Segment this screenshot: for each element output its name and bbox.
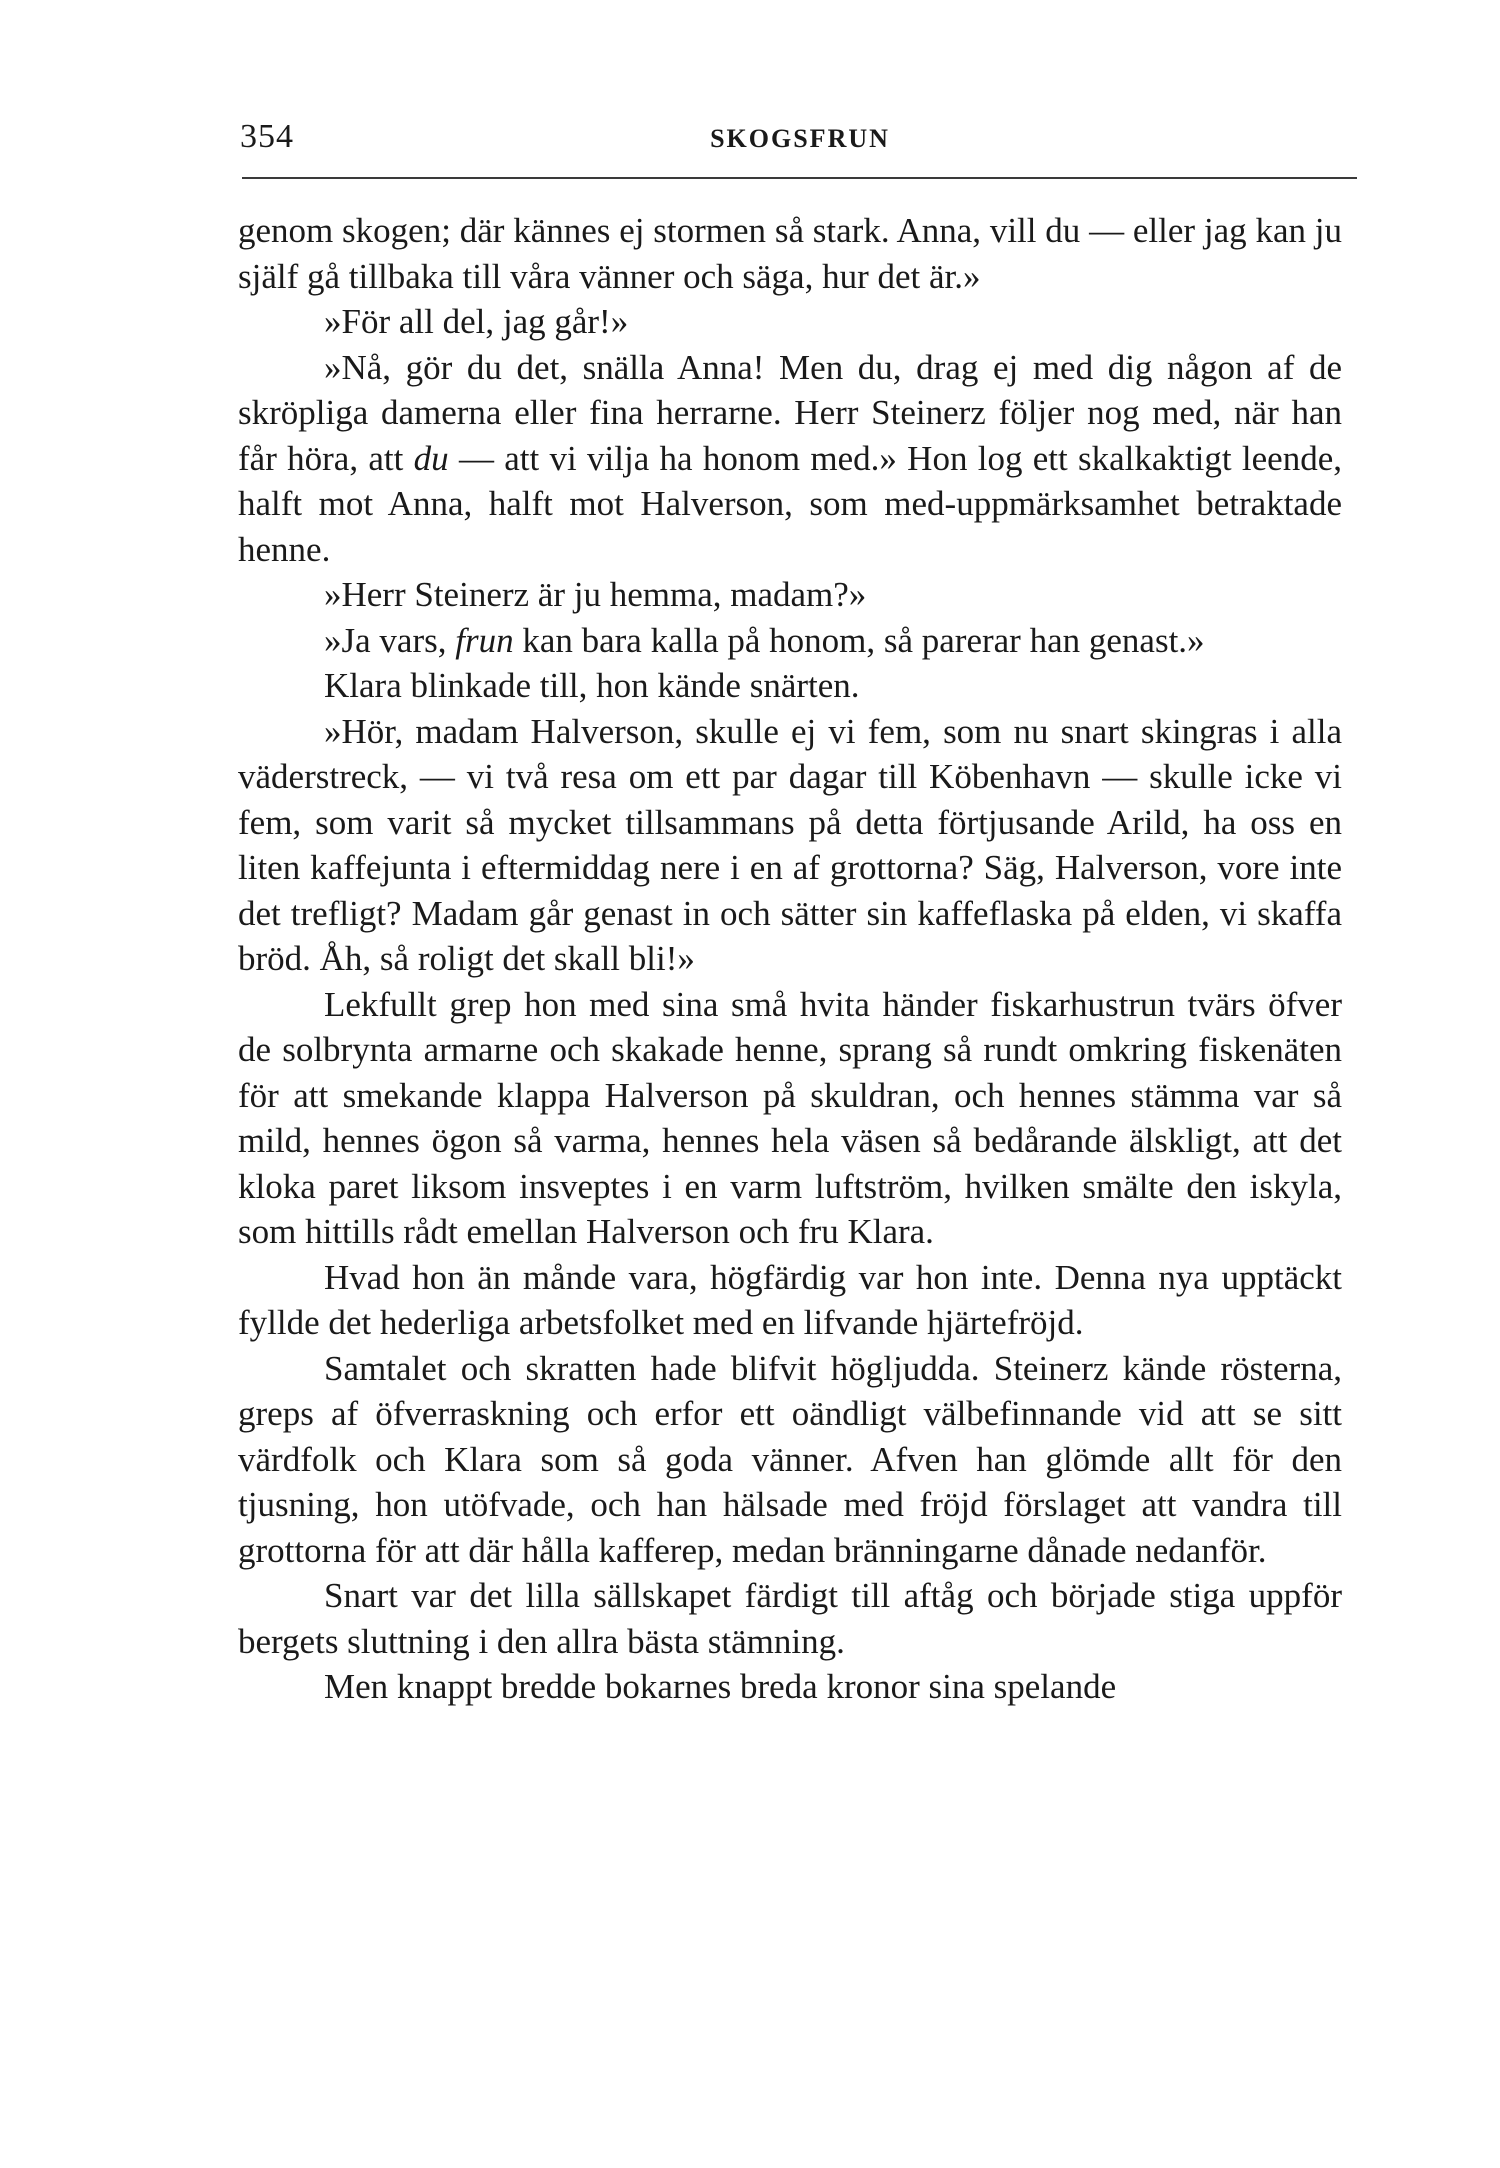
- paragraph: [238, 299, 1342, 345]
- running-title: SKOGSFRUN: [710, 124, 890, 153]
- paragraph-text: kan bara kalla på honom, så parerar han genast.»: [513, 620, 1205, 660]
- paragraph: [238, 1346, 1342, 1574]
- paragraph-text: Snart var det lilla sällskapet färdigt till aftåg och började stiga uppför bergets sluttning i den allra bästa stämning.: [238, 1576, 1342, 1661]
- paragraph: [238, 982, 1342, 1255]
- paragraph-text: genom skogen; där kännes ej stormen så stark. Anna, vill du — eller jag kan ju själf gå tillbaka till våra vänner och säga, hur det är.»: [238, 211, 1342, 296]
- paragraph-text: Hvad hon än månde vara, högfärdig var hon inte. Denna nya upptäckt fyllde det hederliga arbetsfolket med en lifvande hjärtefröjd.: [238, 1257, 1342, 1342]
- paragraph-text: »Herr Steinerz är ju hemma, madam?»: [324, 575, 867, 614]
- paragraph-text: »För all del, jag går!»: [324, 302, 629, 341]
- paragraph-text: — att vi vilja ha honom med.» Hon log ett skalkaktigt leende, halft mot Anna, halft mot Halverson, som med-uppmärksamhet betraktade henne.: [238, 438, 1342, 569]
- paragraph: [238, 345, 1342, 573]
- paragraph-text: Samtalet och skratten hade blifvit högljudda. Steinerz kände rösterna, greps af öfverraskning och erfor ett oändligt välbefinnande vid att se sitt värdfolk och Klara som så goda vänner. Afven han glömde allt för den tjusning, hon utöfvade, och han hälsade med fröjd förslaget att vandra till grottorna för att där hålla kafferep, medan bränningarne dånade nedanför.: [238, 1348, 1342, 1570]
- paragraph-text: Men knappt bredde bokarnes breda kronor sina spelande: [324, 1667, 1117, 1706]
- emphasis-text: frun: [455, 620, 514, 660]
- paragraph: [238, 572, 1342, 618]
- paragraph-text: »Hör, madam Halverson, skulle ej vi fem, som nu snart skingras i alla väderstreck, — vi två resa om ett par dagar till Köbenhavn — skulle icke vi fem, som varit så mycket tillsammans på detta förtjusande Arild, ha oss en liten kaffejunta i eftermiddag nere i en af grottorna? Säg, Halverson, vore inte det trefligt? Madam går genast in och sätter sin kaffeflaska på elden, vi skaffa bröd. Åh, så roligt det skall bli!»: [238, 711, 1342, 978]
- emphasis-text: du: [413, 438, 449, 478]
- paragraph-text: »Nå, gör du det, snälla Anna! Men du, drag ej med dig någon af de skröpliga damerna eller fina herrarne. Herr Steinerz följer nog med, när han får höra, att: [238, 347, 1342, 478]
- paragraph-text: Klara blinkade till, hon kände snärten.: [324, 666, 860, 705]
- paragraph: [238, 1573, 1342, 1664]
- paragraph: [238, 618, 1342, 664]
- paragraph: [238, 709, 1342, 982]
- body-text: [238, 208, 1342, 1710]
- running-head: [240, 118, 1360, 166]
- page-number: 354: [240, 118, 294, 155]
- header-rule: [242, 177, 1357, 179]
- paragraph-text: Lekfullt grep hon med sina små hvita händer fiskarhustrun tvärs öfver de solbrynta armarne och skakade henne, sprang så rundt omkring fiskenäten för att smekande klappa Halverson på skuldran, och hennes stämma var så mild, hennes ögon så varma, hennes hela väsen så bedårande älskligt, att det kloka paret liksom insveptes i en varm luftström, hvilken smälte den iskyla, som hittills rådt emellan Halverson och fru Klara.: [238, 984, 1342, 1251]
- paragraph: [238, 663, 1342, 709]
- paragraph: [238, 1255, 1342, 1346]
- paragraph-text: »Ja vars,: [324, 620, 456, 660]
- paragraph: [238, 208, 1342, 299]
- paragraph: [238, 1664, 1342, 1710]
